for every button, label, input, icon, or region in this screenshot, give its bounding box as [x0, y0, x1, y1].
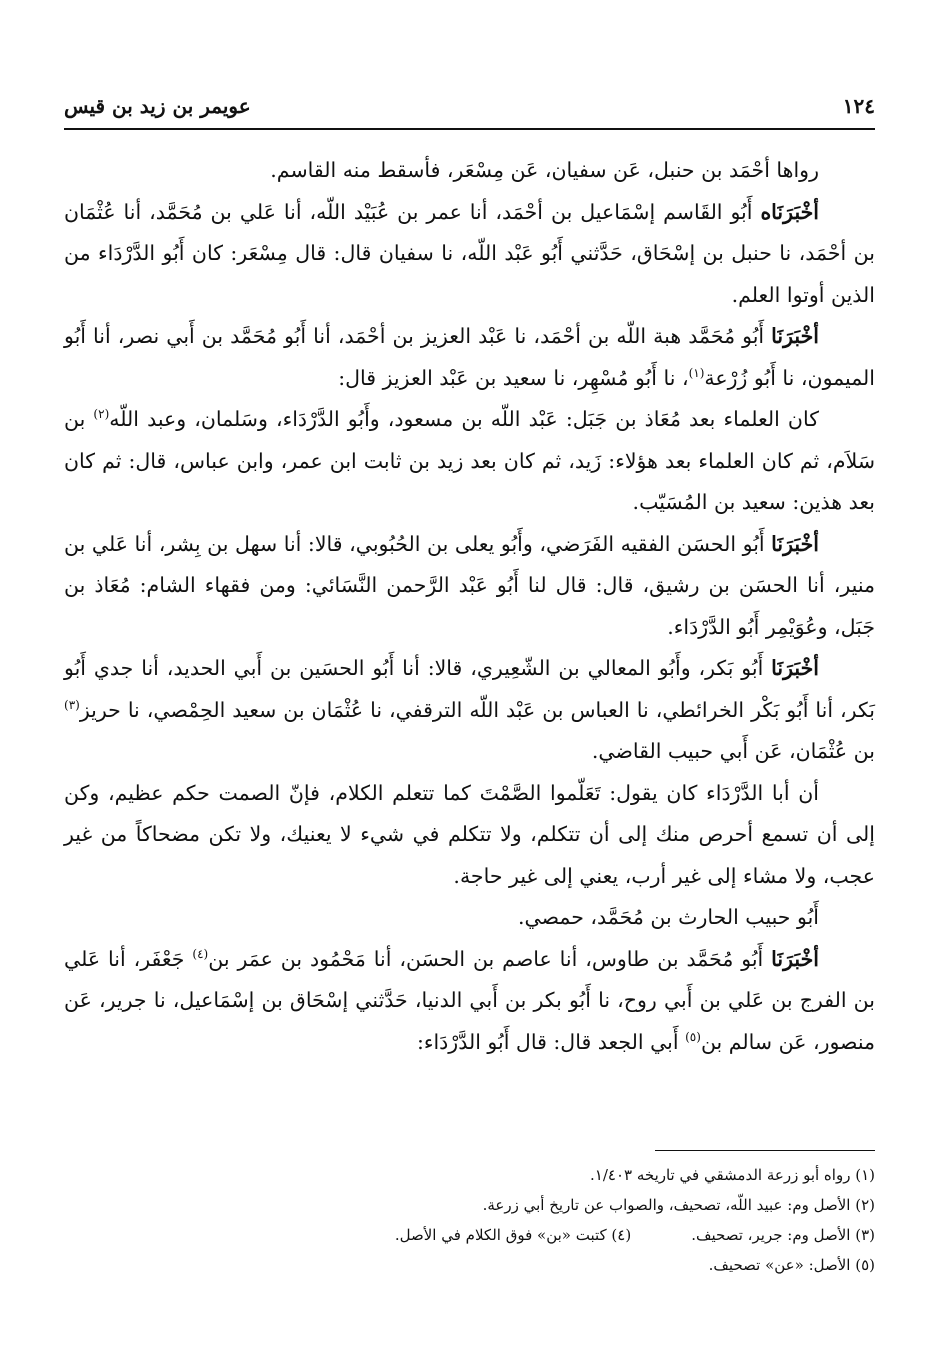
paragraph: [64, 524, 875, 649]
paragraph: [64, 773, 875, 898]
text-run: أَبي الجعد قال: قال أَبُو الدَّرْدَاء:: [416, 1029, 686, 1054]
footnote-3: (٣) الأصل وم: جرير، تصحيف.: [691, 1226, 875, 1244]
text-run: أَبُو الحسَن الفقيه الفَرَضي، وأَبُو يعلى بن الحُبُوبي، قالا: أنا سهل بن بِشر، أنا عَلي بن منير، أنا الحسَن بن رشيق، قال: قال لنا أَبُو عَبْد الرَّحمن النَّسَائي: ومن فقهاء الشام: مُعَاذ بن جَبَل، وعُوَيْمِر أَبُو الدَّرْدَاء.: [64, 531, 875, 639]
paragraph: [64, 399, 875, 524]
footnote-row-3-4: [64, 1220, 875, 1250]
paragraph: [64, 316, 875, 399]
isnad-keyword: أخْبَرَنَاه: [760, 199, 819, 224]
paragraph: [64, 648, 875, 773]
page-header: [64, 88, 875, 124]
paragraph: [64, 150, 875, 192]
text-run: بن عُثْمَان، عَن أَبي حبيب القاضي.: [591, 739, 875, 763]
footnote-2: (٢) الأصل وم: عبيد اللّه، تصحيف، والصواب عن تاريخ أبي زرعة.: [482, 1196, 875, 1214]
footnote-marker: (٣): [64, 697, 80, 712]
header-rule: [64, 128, 875, 130]
footnote-marker: (١): [688, 365, 705, 380]
isnad-keyword: أخْبَرَنَا: [771, 531, 819, 556]
paragraph: [64, 939, 875, 1064]
isnad-keyword: أخْبَرَنَا: [771, 324, 819, 348]
footnote-marker: (٥): [685, 1029, 701, 1044]
footnote-marker: (٤): [192, 946, 209, 961]
text-run: أن أبا الدَّرْدَاء كان يقول: تَعَلّموا الصَّمْتَ كما تتعلم الكلام، فإنّ الصمت حكم عظيم، وكن إلى أن تسمع أحرص منك إلى أن تتكلم، ولا تتكلم في شيء لا يعنيك، ولا تكن مضحاكاً من غير عجب، ولا مشاء إلى غير أرب، يعني إلى غير حاجة.: [64, 780, 875, 888]
text-run: أَبُو مُحَمَّد هبة اللّه بن أحْمَد، نا عَبْد العزيز بن أحْمَد، أنا أَبُو مُحَمَّد بن أَبي نصر، أنا أَبُو الميمون، نا أَبُو زُرْعة: [64, 324, 875, 390]
paragraph: [64, 897, 875, 939]
running-title: عويمر بن زيد بن قيس: [64, 94, 251, 118]
footnote-4: (٤) كتبت «بن» فوق الكلام في الأصل.: [394, 1226, 632, 1244]
text-run: جَعْفَر، أنا عَلي بن الفرج بن عَلي بن أَبي روح، نا أَبُو بكر بن أَبي الدنيا، حَدَّثني إسْحَاق بن إسْمَاعيل، نا جرير، عَن منصور، عَن سالم بن: [64, 946, 875, 1054]
main-text: [64, 150, 875, 1063]
text-run: أَبُو بَكر، وأَبُو المعالي بن الشّعِيري، قالا: أنا أَبُو الحسَين بن أَبي الحديد، أنا جدي أَبُو بَكر، أنا أَبُو بَكْر الخرائطي، نا العباس بن عَبْد اللّه الترقفي، نا عُثْمَان بن سعيد الحِمْصي، نا حريز: [64, 656, 875, 722]
page-number: ١٢٤: [842, 94, 875, 118]
isnad-keyword: أخْبَرَنَا: [771, 946, 819, 971]
footnote-5: (٥) الأصل: «عن» تصحيف.: [708, 1256, 875, 1274]
text-run: أَبُو القَاسم إسْمَاعيل بن أحْمَد، أنا عمر بن عُبَيْد اللّه، أنا عَلي بن مُحَمَّد، أنا عُثْمَان بن أحْمَد، نا حنبل بن إسْحَاق، حَدَّثني أَبُو عَبْد اللّه، نا سفيان قال: قال مِسْعَر: كان أَبُو الدَّرْدَاء من الذين أوتوا العلم.: [64, 199, 875, 307]
text-run: كان العلماء بعد مُعَاذ بن جَبَل: عَبْد اللّه بن مسعود، وأَبُو الدَّرْدَاء، وسَلمان، وعبد اللّه: [109, 407, 819, 431]
text-run: أَبُو حبيب الحارث بن مُحَمَّد، حمصي.: [517, 905, 819, 929]
footnote-1: (١) رواه أبو زرعة الدمشقي في تاريخه ١/٤٠٣.: [590, 1166, 875, 1184]
footnotes: [64, 1160, 875, 1280]
footnote-rule: [655, 1150, 875, 1151]
text-run: ، نا أَبُو مُسْهِر، نا سعيد بن عَبْد العزيز قال:: [338, 365, 689, 390]
paragraph: [64, 192, 875, 317]
footnote-marker: (٢): [93, 407, 110, 422]
text-run: رواها أحْمَد بن حنبل، عَن سفيان، عَن مِسْعَر، فأسقط منه القاسم.: [270, 158, 819, 182]
text-run: بن سَلاَم، ثم كان العلماء بعد هؤلاء: زَيد، ثم كان بعد زيد بن ثابت ابن عمر، وابن عباس، قال: ثم كان بعد هذين: سعيد بن المُسَيّب.: [64, 407, 875, 514]
text-run: أَبُو مُحَمَّد بن طاوس، أنا عاصم بن الحسَن، أنا مَحْمُود بن عمَر بن: [208, 946, 772, 971]
isnad-keyword: أخْبَرَنَا: [771, 656, 819, 680]
